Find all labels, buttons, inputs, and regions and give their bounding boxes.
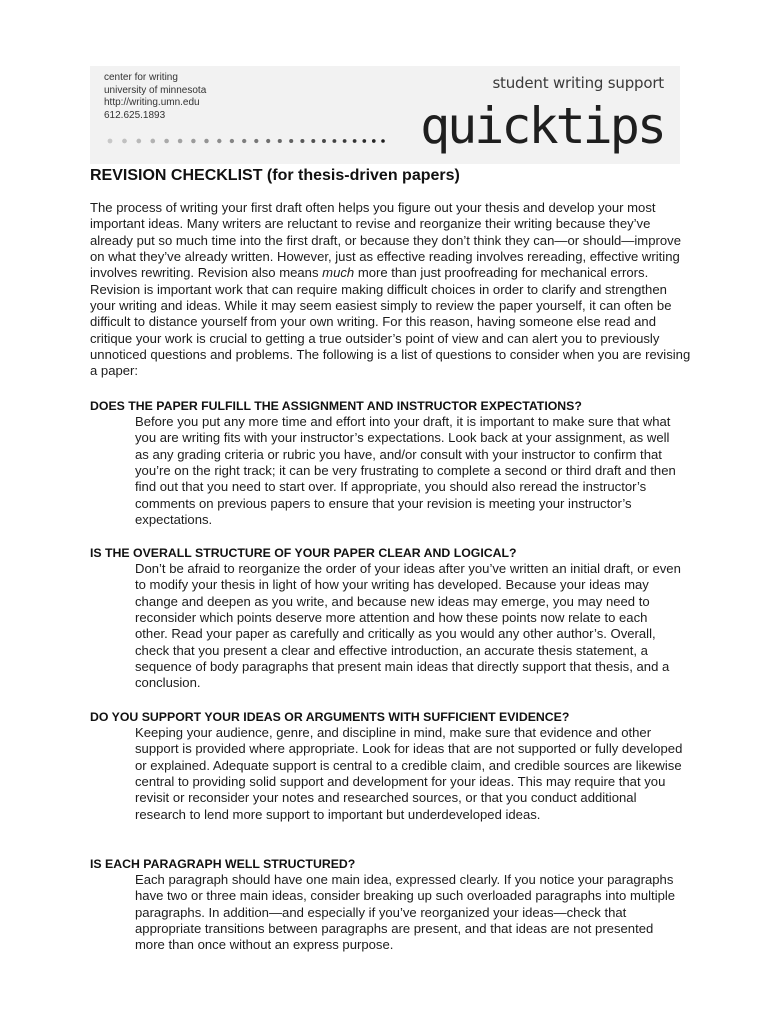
contact-line-university: university of minnesota bbox=[104, 84, 207, 96]
decorative-dot bbox=[122, 139, 127, 144]
decorative-dot bbox=[300, 139, 304, 143]
section-heading: DO YOU SUPPORT YOUR IDEAS OR ARGUMENTS WITH SUFFICIENT EVIDENCE? bbox=[90, 710, 570, 724]
decorative-dot bbox=[204, 139, 208, 143]
decorative-dot bbox=[372, 139, 376, 143]
decorative-dot bbox=[289, 139, 293, 143]
decorative-dot bbox=[381, 139, 385, 143]
decorative-dot bbox=[217, 139, 221, 143]
contact-line-organization: center for writing bbox=[104, 72, 178, 83]
decorative-dot bbox=[362, 139, 366, 143]
decorative-dot bbox=[164, 139, 169, 144]
intro-text-after: more than just proofreading for mechanical errors. Revision is important work that can require making difficult choices in order to clarify and strengthen your writing and ideas. While it may seem easiest simply to review the paper yourself, it can often be difficult to distance yourself from your own writing. For this reason, having someone else read and critique your work is crucial to getting a true outsider’s point of view and can alert you to previously unnoticed questions and problems. The following is a list of questions to consider when you are revising a paper: bbox=[90, 265, 691, 379]
section-body: Each paragraph should have one main idea, expressed clearly. If you notice your paragraphs have two or three main ideas, consider breaking up such overloaded paragraphs into multiple paragraphs. In addition—and especially if you’ve reorganized your ideas—check that appropriate transitions between paragraphs are present, and that ideas are not presented more than once without an express purpose. bbox=[135, 872, 676, 953]
brand-wordmark: quicktips bbox=[420, 97, 664, 155]
decorative-dot bbox=[266, 139, 270, 143]
checklist-section bbox=[90, 709, 695, 823]
section-body: Before you put any more time and effort into your draft, it is important to make sure that what you are writing fits with your instructor’s expectations. Look back at your assignment, as well as any grading criteria or rubric you have, and/or consult with your instructor to confirm that you’re on the right track; it can be very frustrating to complete a second or third draft and then find out that you need to start over. If appropriate, you should also reread the instructor’s comments on previous papers to ensure that your revision is meeting your instructor’s expectations. bbox=[135, 414, 676, 528]
decorative-dot bbox=[322, 139, 326, 143]
section-heading: IS THE OVERALL STRUCTURE OF YOUR PAPER CLEAR AND LOGICAL? bbox=[90, 546, 517, 560]
decorative-dot-row bbox=[104, 132, 424, 146]
checklist-section bbox=[90, 856, 695, 954]
decorative-dot bbox=[353, 139, 357, 143]
decorative-dot bbox=[136, 139, 141, 144]
decorative-dot bbox=[150, 139, 155, 144]
section-heading: IS EACH PARAGRAPH WELL STRUCTURED? bbox=[90, 857, 356, 871]
page-title: REVISION CHECKLIST (for thesis-driven papers) bbox=[90, 167, 460, 184]
decorative-dot bbox=[254, 139, 258, 143]
intro-emphasis: much bbox=[322, 265, 355, 281]
contact-line-website: http://writing.umn.edu bbox=[104, 97, 200, 108]
decorative-dot bbox=[332, 139, 336, 143]
decorative-dot bbox=[343, 139, 347, 143]
decorative-dot bbox=[178, 139, 183, 144]
decorative-dot bbox=[108, 139, 113, 144]
contact-block bbox=[104, 72, 206, 122]
decorative-dot bbox=[278, 139, 282, 143]
decorative-dot bbox=[230, 139, 234, 143]
section-body: Don’t be afraid to reorganize the order of your ideas after you’ve written an initial draft, or even to modify your thesis in light of how your writing has developed. Because your ideas may change and deepen as you write, and because new ideas may emerge, you may need to reconsider which points deserve more attention and how these points now relate to each other. Read your paper as carefully and critically as you would any other author’s. Overall, check that you present a clear and effective introduction, an accurate thesis statement, a sequence of body paragraphs that present main ideas that directly support that thesis, and a conclusion. bbox=[135, 561, 681, 691]
contact-line-phone: 612.625.1893 bbox=[104, 109, 166, 121]
intro-paragraph bbox=[90, 200, 695, 380]
decorative-dot bbox=[242, 139, 246, 143]
section-body: Keeping your audience, genre, and discipline in mind, make sure that evidence and other support is provided where appropriate. Look for ideas that are not supported or fully developed or explained. Adequate support is central to a credible claim, and credible sources are likewise central to providing solid support and development for your ideas. This may require that you revisit or reconsider your notes and researched sources, or that you conduct additional research to lend more support to important but underdeveloped ideas. bbox=[135, 725, 683, 822]
header-tagline: student writing support bbox=[492, 74, 664, 92]
intro-text-before: The process of writing your first draft often helps you figure out your thesis and develop your most important ideas. Many writers are reluctant to revise and reorganize their writing because they’ve already put so much time into the first draft, or because they don’t think they can—or should—improve on what they’ve already written. However, just as effective reading involves rereading, effective writing involves rewriting. Revision also means bbox=[90, 200, 681, 281]
header-banner bbox=[90, 66, 680, 164]
checklist-section bbox=[90, 398, 695, 528]
section-heading: DOES THE PAPER FULFILL THE ASSIGNMENT AND INSTRUCTOR EXPECTATIONS? bbox=[90, 399, 582, 413]
decorative-dot bbox=[311, 139, 315, 143]
checklist-section bbox=[90, 545, 695, 692]
decorative-dot bbox=[191, 139, 195, 143]
